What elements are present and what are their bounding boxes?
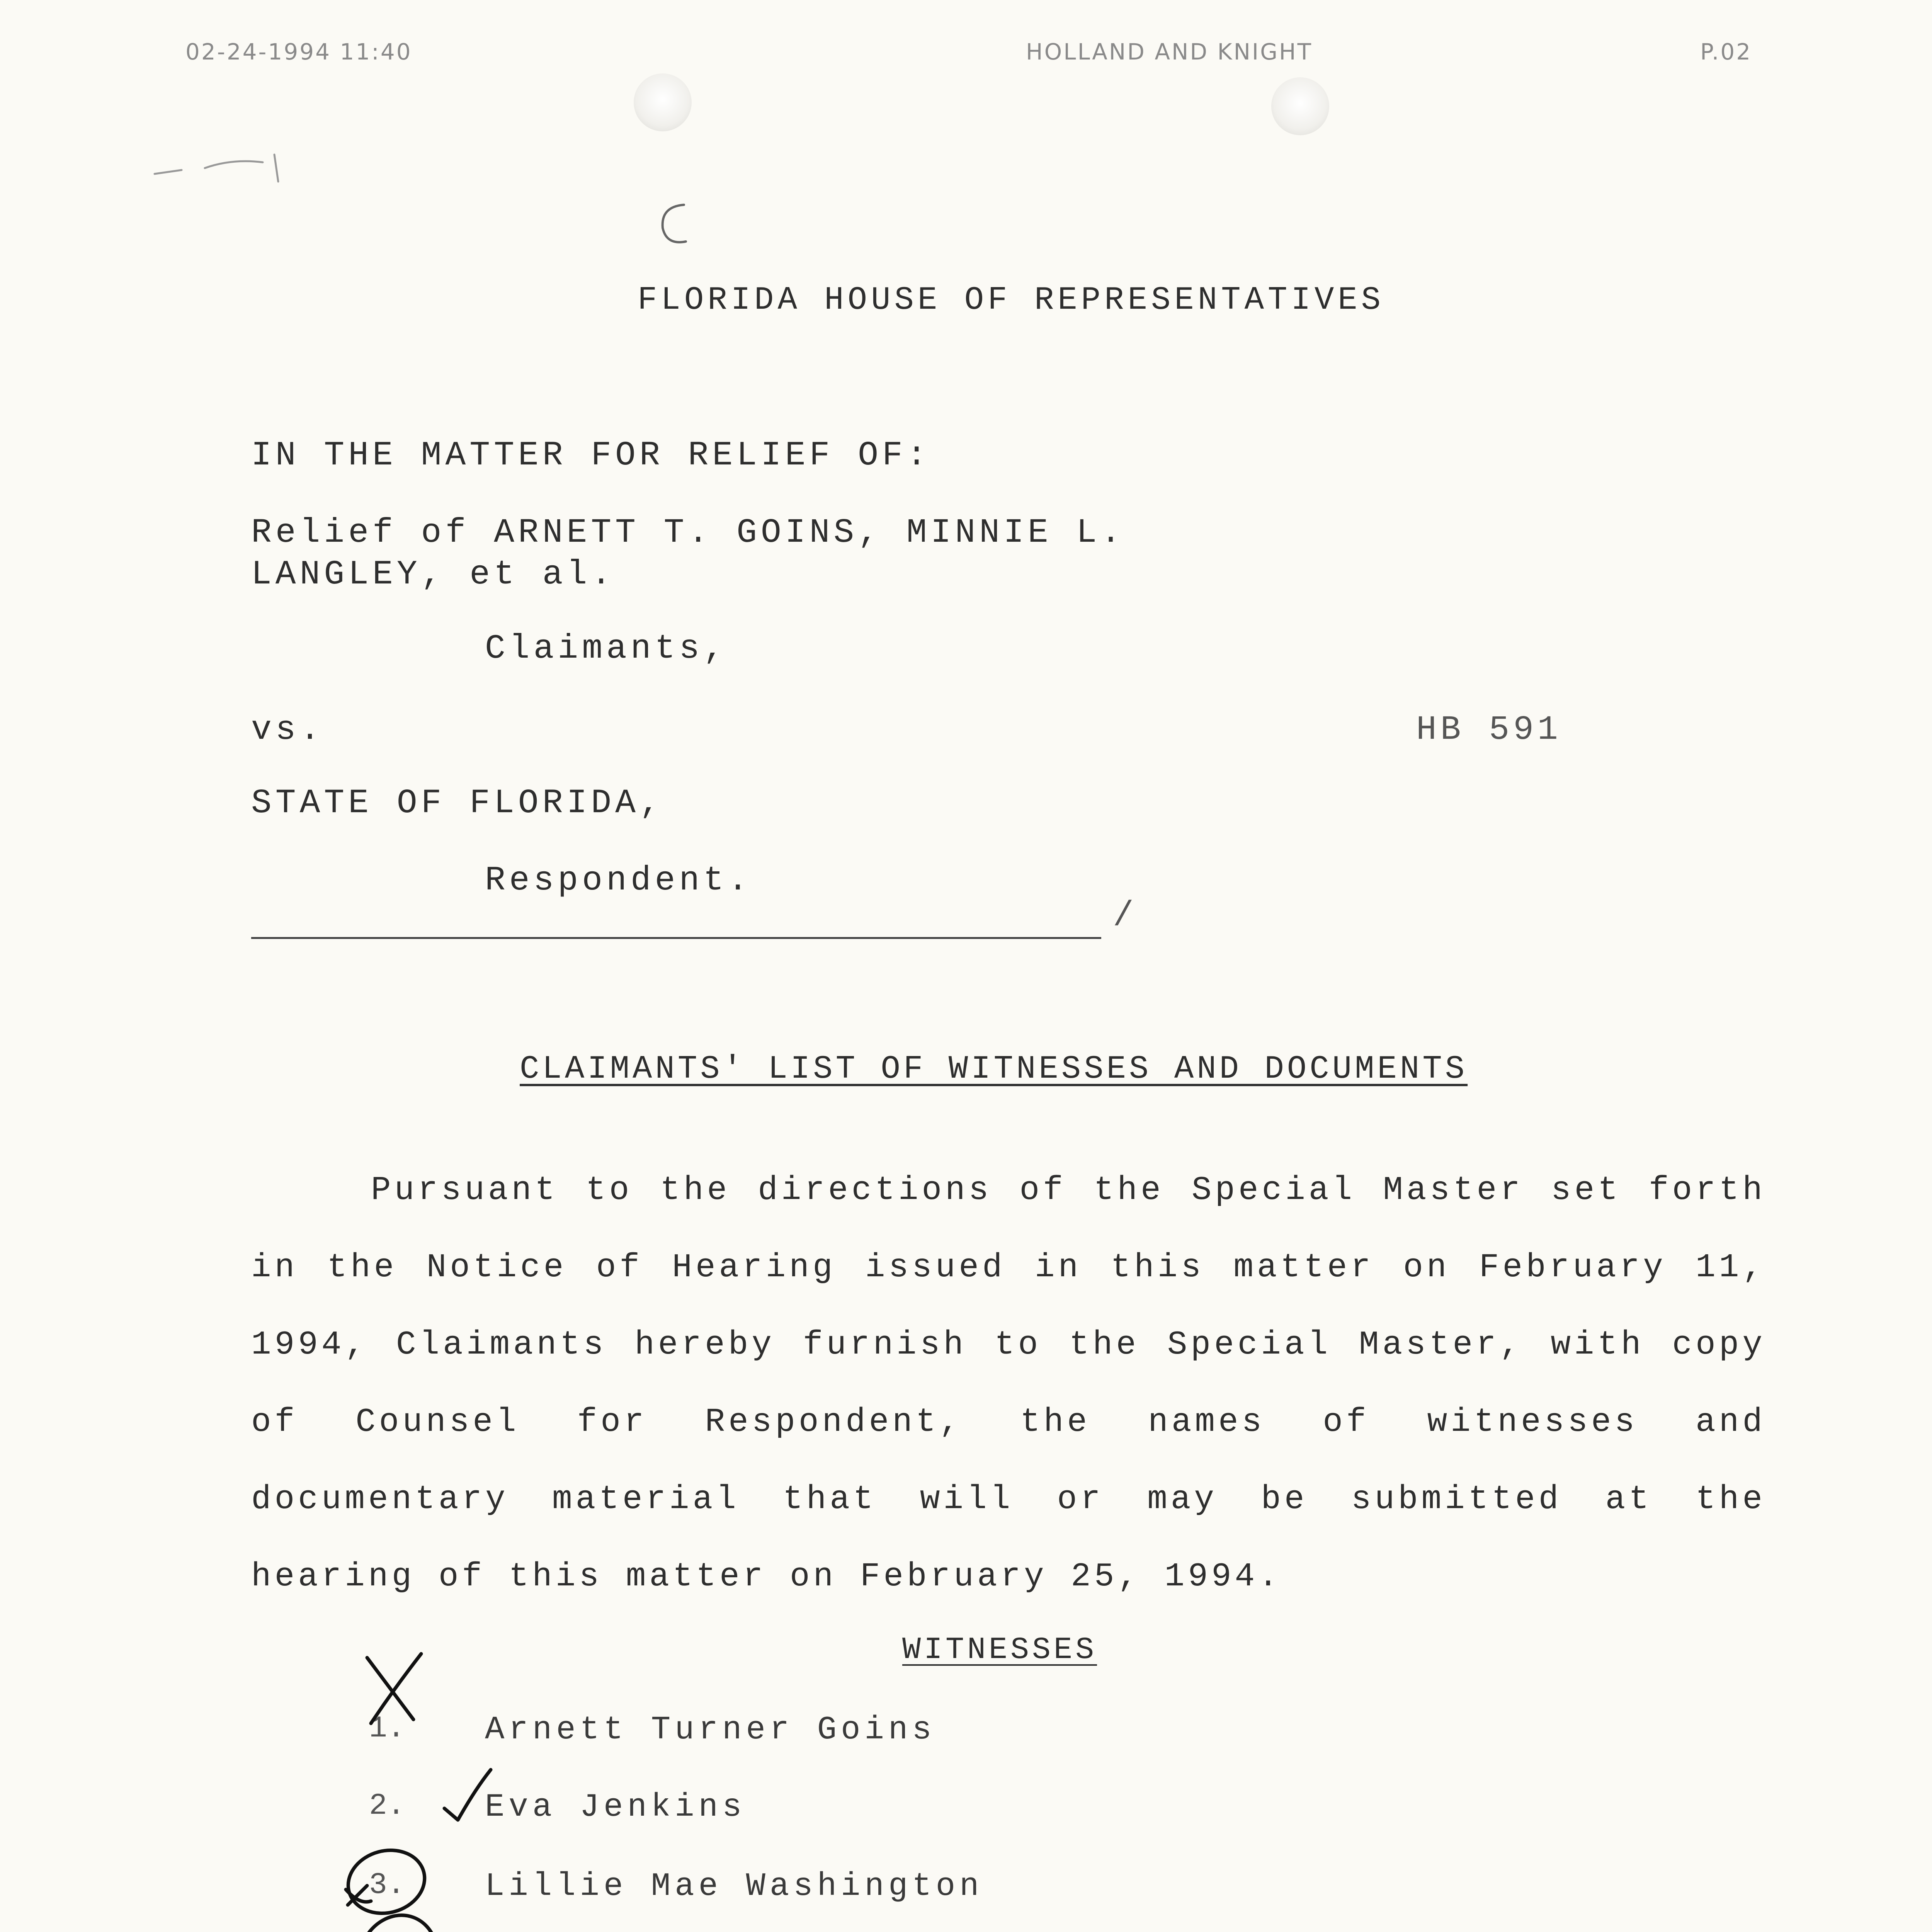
witness-number: 3.	[369, 1868, 405, 1902]
fax-sender: HOLLAND AND KNIGHT	[1026, 39, 1313, 65]
x-mark-icon	[355, 1646, 433, 1731]
witness-name: Eva Jenkins	[485, 1789, 746, 1826]
circle-mark-icon	[649, 197, 703, 255]
witness-name: Arnett Turner Goins	[485, 1712, 936, 1748]
caption-rule	[251, 937, 1101, 939]
relief-line-2: LANGLEY, et al.	[251, 556, 616, 594]
versus-label: vs.	[251, 711, 324, 749]
witness-number: 1.	[369, 1712, 405, 1746]
punch-hole	[634, 73, 692, 131]
witness-name: Lillie Mae Washington	[485, 1868, 983, 1905]
body-paragraph	[251, 1151, 1766, 1615]
matter-line: IN THE MATTER FOR RELIEF OF:	[251, 437, 931, 475]
relief-line-1: Relief of ARNETT T. GOINS, MINNIE L.	[251, 514, 1125, 552]
check-mark-icon	[437, 1762, 498, 1828]
bill-number: HB 591	[1416, 711, 1562, 749]
claimants-label: Claimants,	[485, 630, 728, 668]
fax-page-number: P.02	[1700, 39, 1752, 65]
respondent-name: STATE OF FLORIDA,	[251, 784, 664, 823]
body-text: Pursuant to the directions of the Special Master set forth in the Notice of Hearing issued in this matter on February 11, 1994, Claimants hereby furnish to the Special Master, with copy of Counsel for Respondent, the names of witnesses and documentary material that will or may be submitted at the hearing of this matter on February 25, 1994.	[251, 1171, 1766, 1595]
caption-rule-slash: /	[1113, 896, 1134, 936]
document-heading: FLORIDA HOUSE OF REPRESENTATIVES	[638, 282, 1385, 319]
document-title: CLAIMANTS' LIST OF WITNESSES AND DOCUMENTS	[520, 1051, 1468, 1088]
witnesses-heading: WITNESSES	[902, 1633, 1097, 1668]
respondent-label: Respondent.	[485, 862, 752, 900]
fax-datetime: 02-24-1994 11:40	[185, 39, 412, 65]
punch-hole	[1271, 77, 1329, 135]
circle-x-mark-icon	[340, 1905, 440, 1932]
stray-mark-icon	[147, 147, 301, 193]
witness-number: 2.	[369, 1789, 405, 1823]
